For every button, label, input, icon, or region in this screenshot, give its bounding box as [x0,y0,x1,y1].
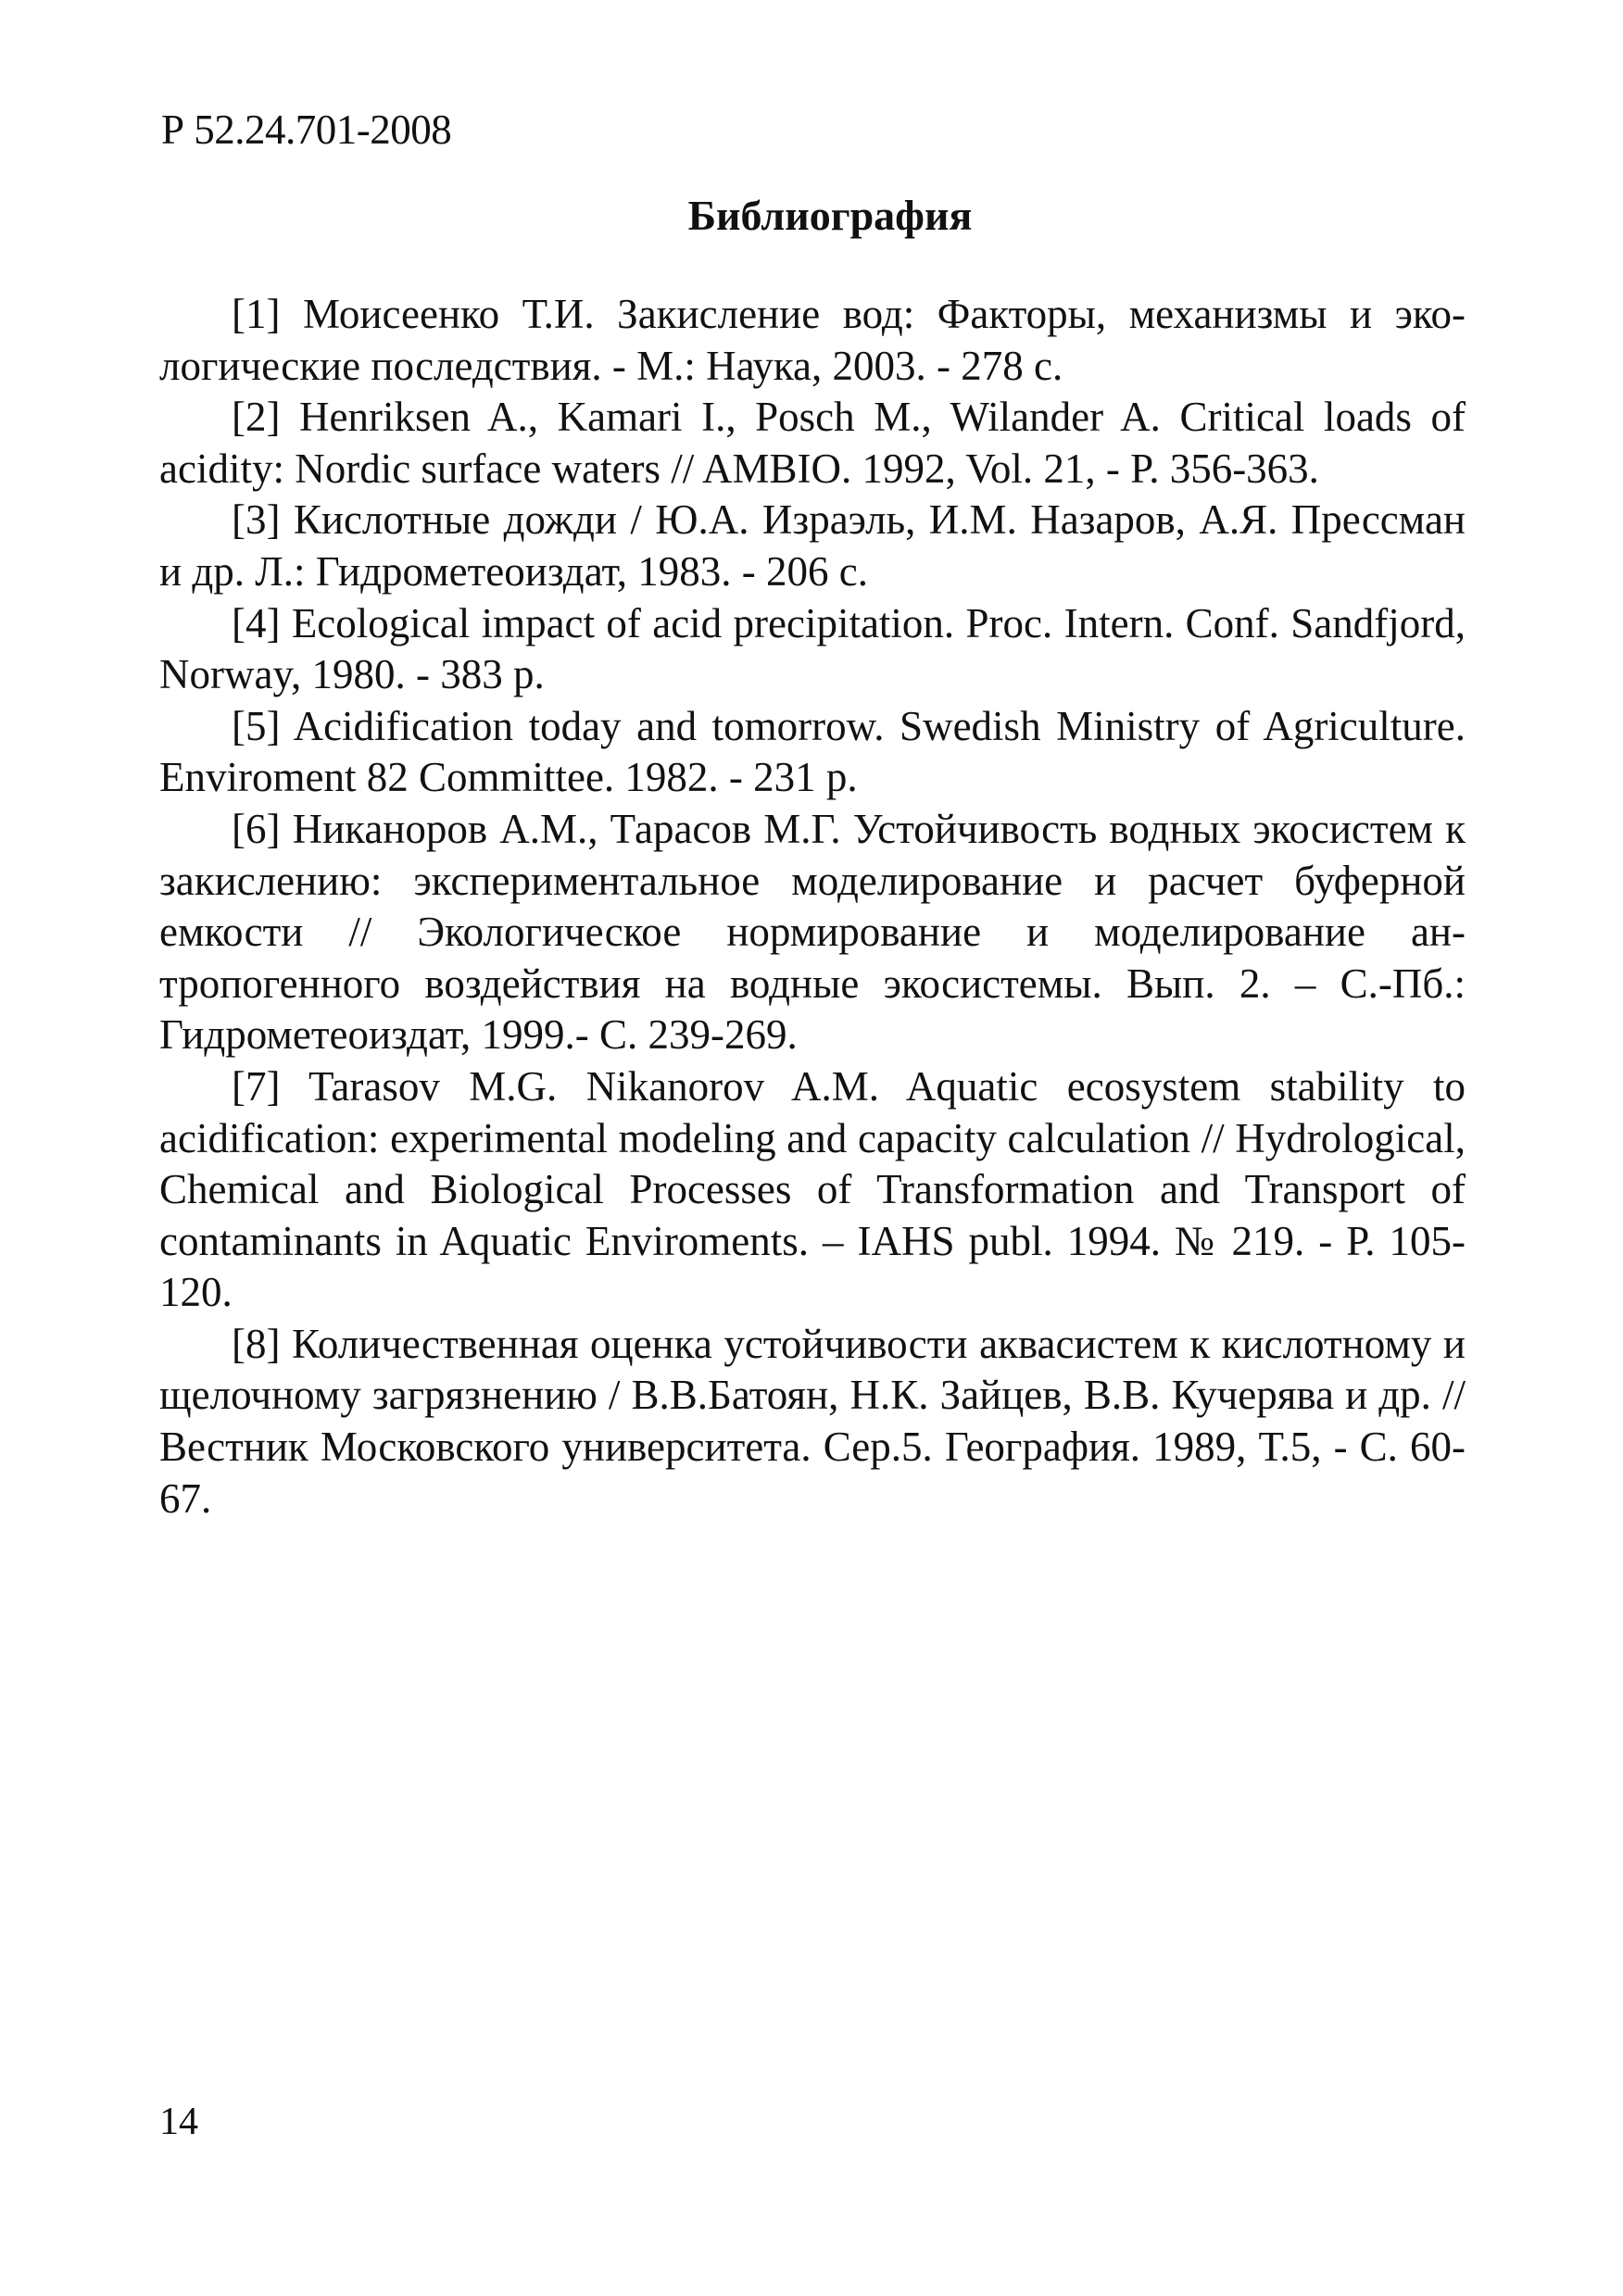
bibliography-entry: [2] Henriksen A., Kamari I., Posch M., Wilander A. Critical loads of acidity: Nordic surface waters // AMBIO. 1992, Vol. 21, - P. 356-363. [159,394,1466,492]
bibliography-entry: [4] Ecological impact of acid precipitation. Proc. Intern. Conf. Sandfjord, Norway, 1980. - 383 p. [159,599,1466,698]
page-number: 14 [159,2101,198,2143]
document-code: Р 52.24.701-2008 [161,107,452,153]
bibliography-entry: [5] Acidification today and tomorrow. Swedish Ministry of Agriculture. Enviroment 82 Committee. 1982. - 231 p. [159,702,1466,801]
bibliography-entry: [3] Кислотные дожди / Ю.А. Израэль, И.М. Назаров, А.Я. Прессман и др. Л.: Гидрометеоиздат, 1983. - 206 с. [159,496,1466,595]
bibliography-entry: [6] Никаноров А.М., Тарасов М.Г. Устойчивость водных экосистем к закислению: экспериментальное моделирование и расчет буферной емкости // Экологическое нормирование и моделирование антропогенного воздействия на водные экосистемы. Вып. 2. – С.-Пб.: Гидрометеоиздат, 1999.- С. 239-269. [159,805,1466,1059]
bibliography-entry: [8] Количественная оценка устойчивости аквасистем к кислотному и щелочному загрязнению / В.В.Батоян, Н.К. Зайцев, В.В. Кучерява и др. // Вестник Московского университета. Сер.5. География. 1989, Т.5, - С. 60-67. [159,1320,1466,1522]
section-title: Библиография [687,192,973,239]
bibliography-list [159,289,1466,1524]
bibliography-entry: [1] Моисеенко Т.И. Закисление вод: Факторы, механизмы и экологические последствия. - М.: Наука, 2003. - 278 с. [159,291,1466,389]
bibliography-entry: [7] Tarasov M.G. Nikanorov A.M. Aquatic ecosystem stability to acidification: experimental modeling and capacity calculation // Hydrological, Chemical and Biological Processes of Transformation and Transport of contaminants in Aquatic Enviroments. – IAHS publ. 1994. № 219. - P. 105-120. [159,1062,1466,1316]
